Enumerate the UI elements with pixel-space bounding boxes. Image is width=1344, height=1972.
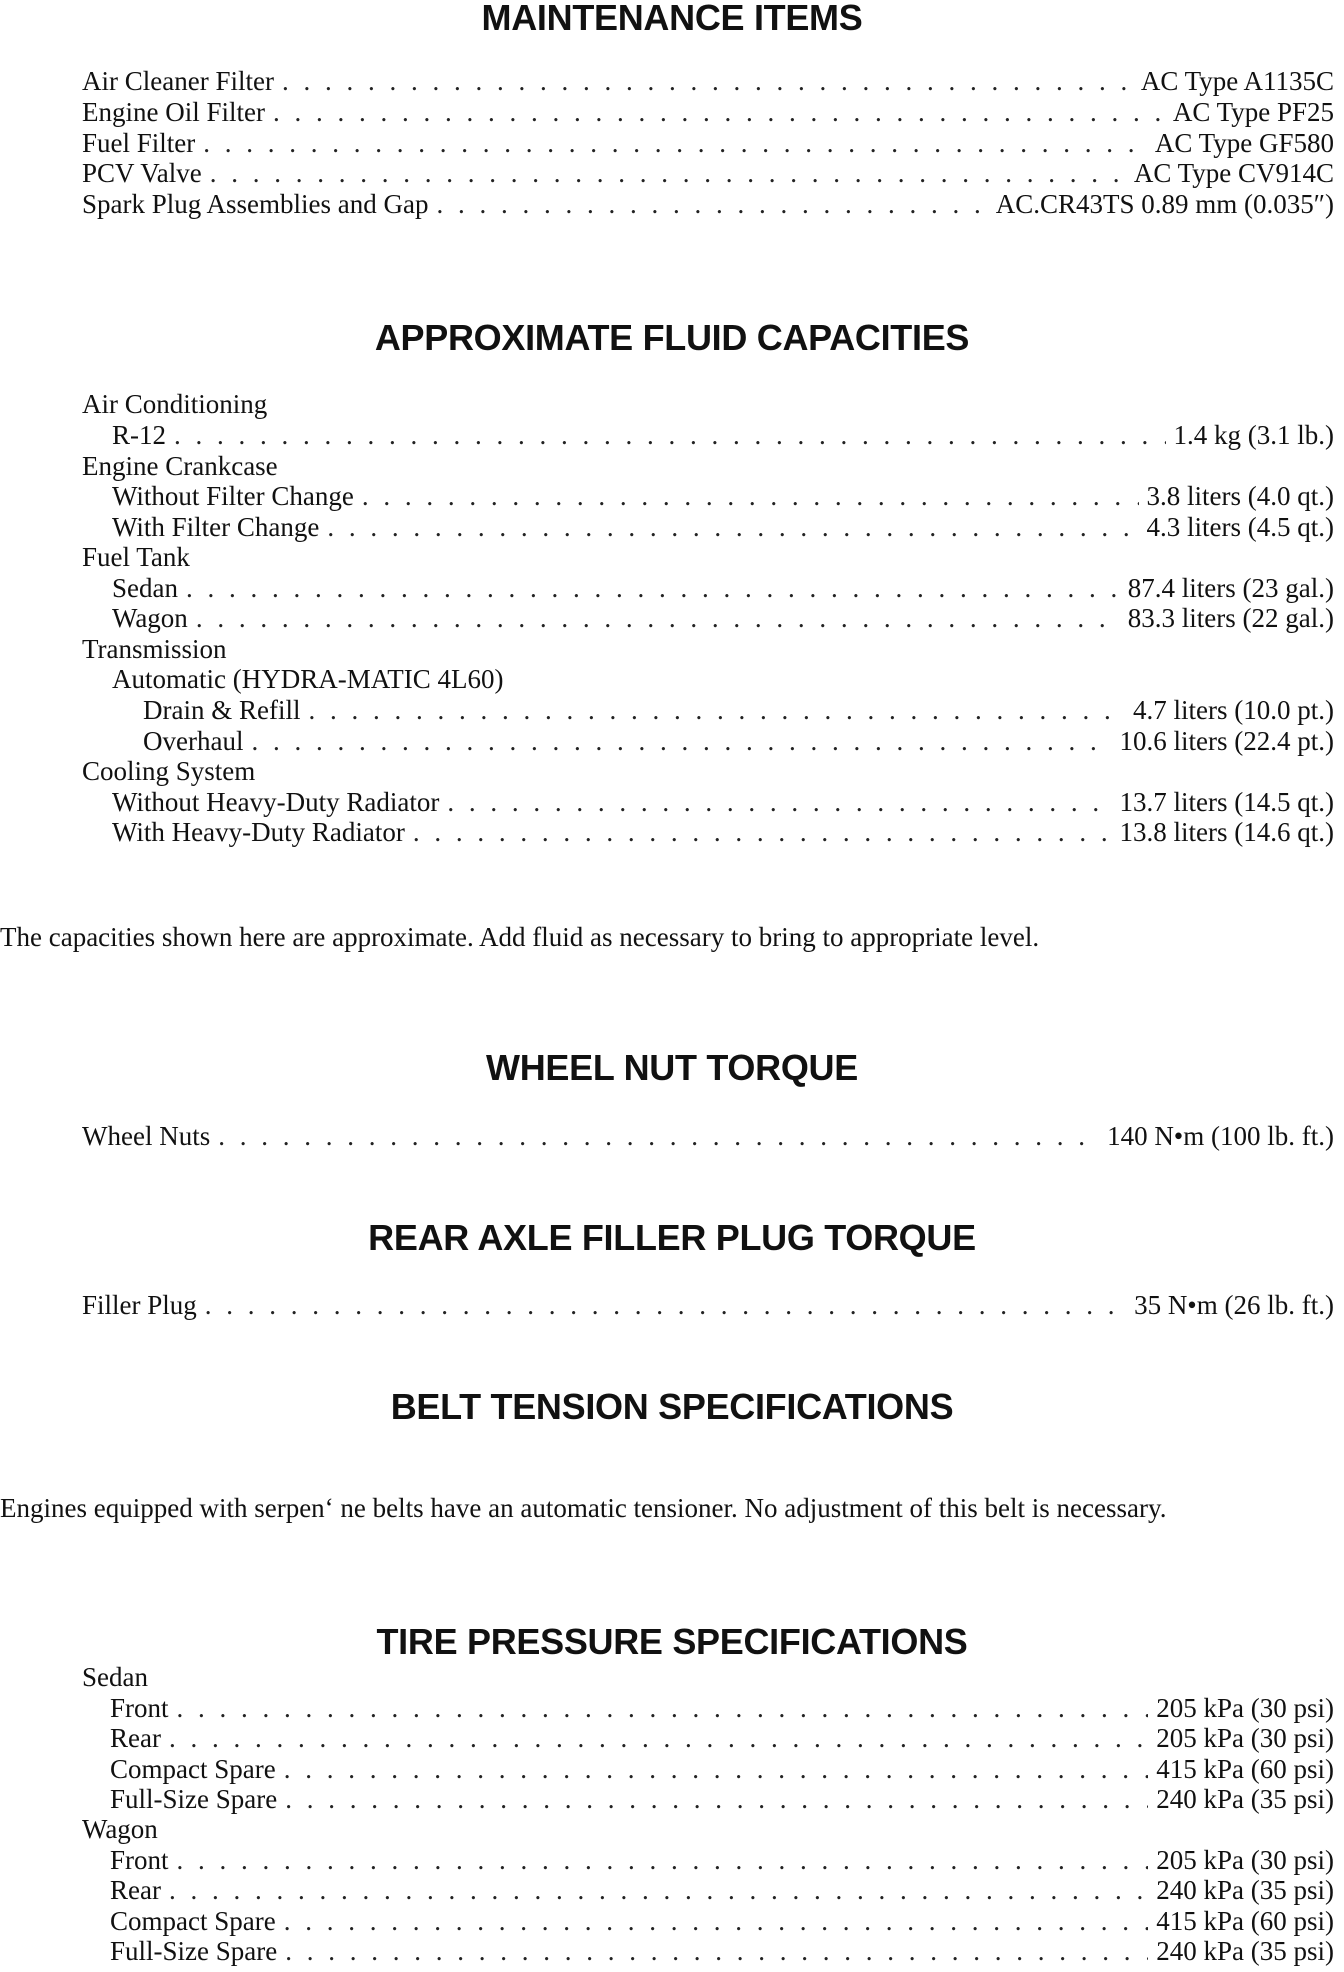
spec-label: Spark Plug Assemblies and Gap bbox=[82, 189, 429, 219]
spec-value: 205 kPa (30 psi) bbox=[1156, 1693, 1334, 1723]
group-label-engine-crankcase: Engine Crankcase bbox=[82, 451, 278, 481]
spec-row bbox=[143, 726, 1334, 757]
spec-row bbox=[82, 128, 1334, 159]
dot-leader bbox=[205, 1290, 1126, 1321]
spec-row bbox=[82, 1121, 1334, 1152]
spec-label: R-12 bbox=[112, 420, 166, 450]
spec-row bbox=[110, 1723, 1334, 1754]
spec-value: 10.6 liters (22.4 pt.) bbox=[1119, 726, 1334, 756]
group-label-fuel-tank: Fuel Tank bbox=[82, 542, 190, 572]
spec-row bbox=[82, 158, 1334, 189]
spec-value: 240 kPa (35 psi) bbox=[1156, 1936, 1334, 1966]
spec-row bbox=[112, 573, 1334, 604]
group-label-wagon: Wagon bbox=[82, 1814, 158, 1844]
spec-row bbox=[82, 66, 1334, 97]
dot-leader bbox=[285, 1936, 1148, 1967]
spec-label: Full-Size Spare bbox=[110, 1784, 278, 1814]
maintenance-heading: MAINTENANCE ITEMS bbox=[481, 0, 863, 38]
spec-value: 83.3 liters (22 gal.) bbox=[1127, 603, 1334, 633]
spec-label: Without Filter Change bbox=[112, 481, 354, 511]
spec-label: Filler Plug bbox=[82, 1290, 197, 1320]
spec-label: Compact Spare bbox=[110, 1906, 276, 1936]
belt-tension-heading: BELT TENSION SPECIFICATIONS bbox=[390, 1386, 954, 1427]
spec-value: AC Type A1135C bbox=[1140, 66, 1334, 96]
belt-note: Engines equipped with serpen‘ ne belts have an automatic tensioner. No adjustment of this belt is necessary. bbox=[0, 1493, 1167, 1523]
spec-row bbox=[112, 481, 1334, 512]
spec-label: Overhaul bbox=[143, 726, 244, 756]
spec-value: 415 kPa (60 psi) bbox=[1156, 1906, 1334, 1936]
group-label-transmission: Transmission bbox=[82, 634, 227, 664]
spec-value: 3.8 liters (4.0 qt.) bbox=[1146, 481, 1334, 511]
dot-leader bbox=[273, 97, 1165, 128]
spec-label: Air Cleaner Filter bbox=[82, 66, 274, 96]
spec-label: Engine Oil Filter bbox=[82, 97, 265, 127]
spec-value: AC Type GF580 bbox=[1154, 128, 1334, 158]
spec-value: 4.7 liters (10.0 pt.) bbox=[1133, 695, 1334, 725]
dot-leader bbox=[251, 726, 1111, 757]
spec-label: Without Heavy-Duty Radiator bbox=[112, 787, 440, 817]
dot-leader bbox=[177, 1845, 1149, 1876]
group-label-air-conditioning: Air Conditioning bbox=[82, 389, 268, 419]
dot-leader bbox=[413, 817, 1112, 848]
dot-leader bbox=[282, 66, 1133, 97]
spec-row bbox=[112, 787, 1334, 818]
spec-row bbox=[110, 1875, 1334, 1906]
group-label-cooling-system: Cooling System bbox=[82, 756, 256, 786]
spec-label: Rear bbox=[110, 1875, 161, 1905]
spec-row bbox=[82, 1290, 1334, 1321]
spec-label: Front bbox=[110, 1693, 169, 1723]
spec-value: 240 kPa (35 psi) bbox=[1156, 1784, 1334, 1814]
dot-leader bbox=[218, 1121, 1099, 1152]
spec-label: Full-Size Spare bbox=[110, 1936, 278, 1966]
spec-row bbox=[143, 695, 1334, 726]
dot-leader bbox=[196, 603, 1120, 634]
group-label-sedan: Sedan bbox=[82, 1662, 148, 1692]
dot-leader bbox=[285, 1784, 1148, 1815]
dot-leader bbox=[362, 481, 1139, 512]
spec-row bbox=[110, 1784, 1334, 1815]
spec-label: With Filter Change bbox=[112, 512, 320, 542]
spec-value: AC.CR43TS 0.89 mm (0.035″) bbox=[995, 189, 1334, 219]
spec-value: 205 kPa (30 psi) bbox=[1156, 1723, 1334, 1753]
dot-leader bbox=[169, 1723, 1148, 1754]
spec-row bbox=[82, 97, 1334, 128]
spec-value: 13.8 liters (14.6 qt.) bbox=[1119, 817, 1334, 847]
spec-label: Fuel Filter bbox=[82, 128, 196, 158]
spec-label: Rear bbox=[110, 1723, 161, 1753]
spec-label: Sedan bbox=[112, 573, 178, 603]
spec-label: Drain & Refill bbox=[143, 695, 301, 725]
dot-leader bbox=[436, 189, 987, 220]
dot-leader bbox=[447, 787, 1111, 818]
spec-value: AC Type PF25 bbox=[1172, 97, 1334, 127]
spec-value: 87.4 liters (23 gal.) bbox=[1127, 573, 1334, 603]
tire-pressure-heading: TIRE PRESSURE SPECIFICATIONS bbox=[376, 1621, 968, 1662]
dot-leader bbox=[174, 420, 1166, 451]
spec-row bbox=[112, 603, 1334, 634]
spec-label: PCV Valve bbox=[82, 158, 202, 188]
wheel-nut-torque-heading: WHEEL NUT TORQUE bbox=[486, 1047, 858, 1088]
dot-leader bbox=[203, 128, 1147, 159]
spec-label: Wagon bbox=[112, 603, 188, 633]
spec-row bbox=[110, 1754, 1334, 1785]
spec-value: 4.3 liters (4.5 qt.) bbox=[1146, 512, 1334, 542]
group-label-automatic: Automatic (HYDRA-MATIC 4L60) bbox=[112, 664, 504, 694]
spec-label: With Heavy-Duty Radiator bbox=[112, 817, 405, 847]
spec-row bbox=[112, 512, 1334, 543]
dot-leader bbox=[284, 1906, 1149, 1937]
spec-value: 13.7 liters (14.5 qt.) bbox=[1119, 787, 1334, 817]
spec-label: Compact Spare bbox=[110, 1754, 276, 1784]
spec-label: Front bbox=[110, 1845, 169, 1875]
spec-value: 415 kPa (60 psi) bbox=[1156, 1754, 1334, 1784]
dot-leader bbox=[186, 573, 1120, 604]
dot-leader bbox=[177, 1693, 1149, 1724]
spec-row bbox=[82, 189, 1334, 220]
spec-value: 240 kPa (35 psi) bbox=[1156, 1875, 1334, 1905]
spec-value: AC Type CV914C bbox=[1133, 158, 1334, 188]
spec-value: 140 N•m (100 lb. ft.) bbox=[1107, 1121, 1334, 1151]
fluid-capacities-heading: APPROXIMATE FLUID CAPACITIES bbox=[374, 317, 970, 358]
spec-row bbox=[110, 1845, 1334, 1876]
dot-leader bbox=[169, 1875, 1148, 1906]
spec-row bbox=[110, 1906, 1334, 1937]
spec-row bbox=[110, 1693, 1334, 1724]
spec-row bbox=[112, 817, 1334, 848]
spec-value: 35 N•m (26 lb. ft.) bbox=[1134, 1290, 1334, 1320]
dot-leader bbox=[327, 512, 1138, 543]
dot-leader bbox=[308, 695, 1125, 726]
rear-axle-torque-heading: REAR AXLE FILLER PLUG TORQUE bbox=[368, 1217, 976, 1258]
capacities-note: The capacities shown here are approximate. Add fluid as necessary to bring to appropriate level. bbox=[0, 922, 1040, 952]
spec-row bbox=[112, 420, 1334, 451]
dot-leader bbox=[210, 158, 1126, 189]
spec-value: 205 kPa (30 psi) bbox=[1156, 1845, 1334, 1875]
dot-leader bbox=[284, 1754, 1149, 1785]
spec-row bbox=[110, 1936, 1334, 1967]
spec-label: Wheel Nuts bbox=[82, 1121, 211, 1151]
spec-value: 1.4 kg (3.1 lb.) bbox=[1173, 420, 1334, 450]
